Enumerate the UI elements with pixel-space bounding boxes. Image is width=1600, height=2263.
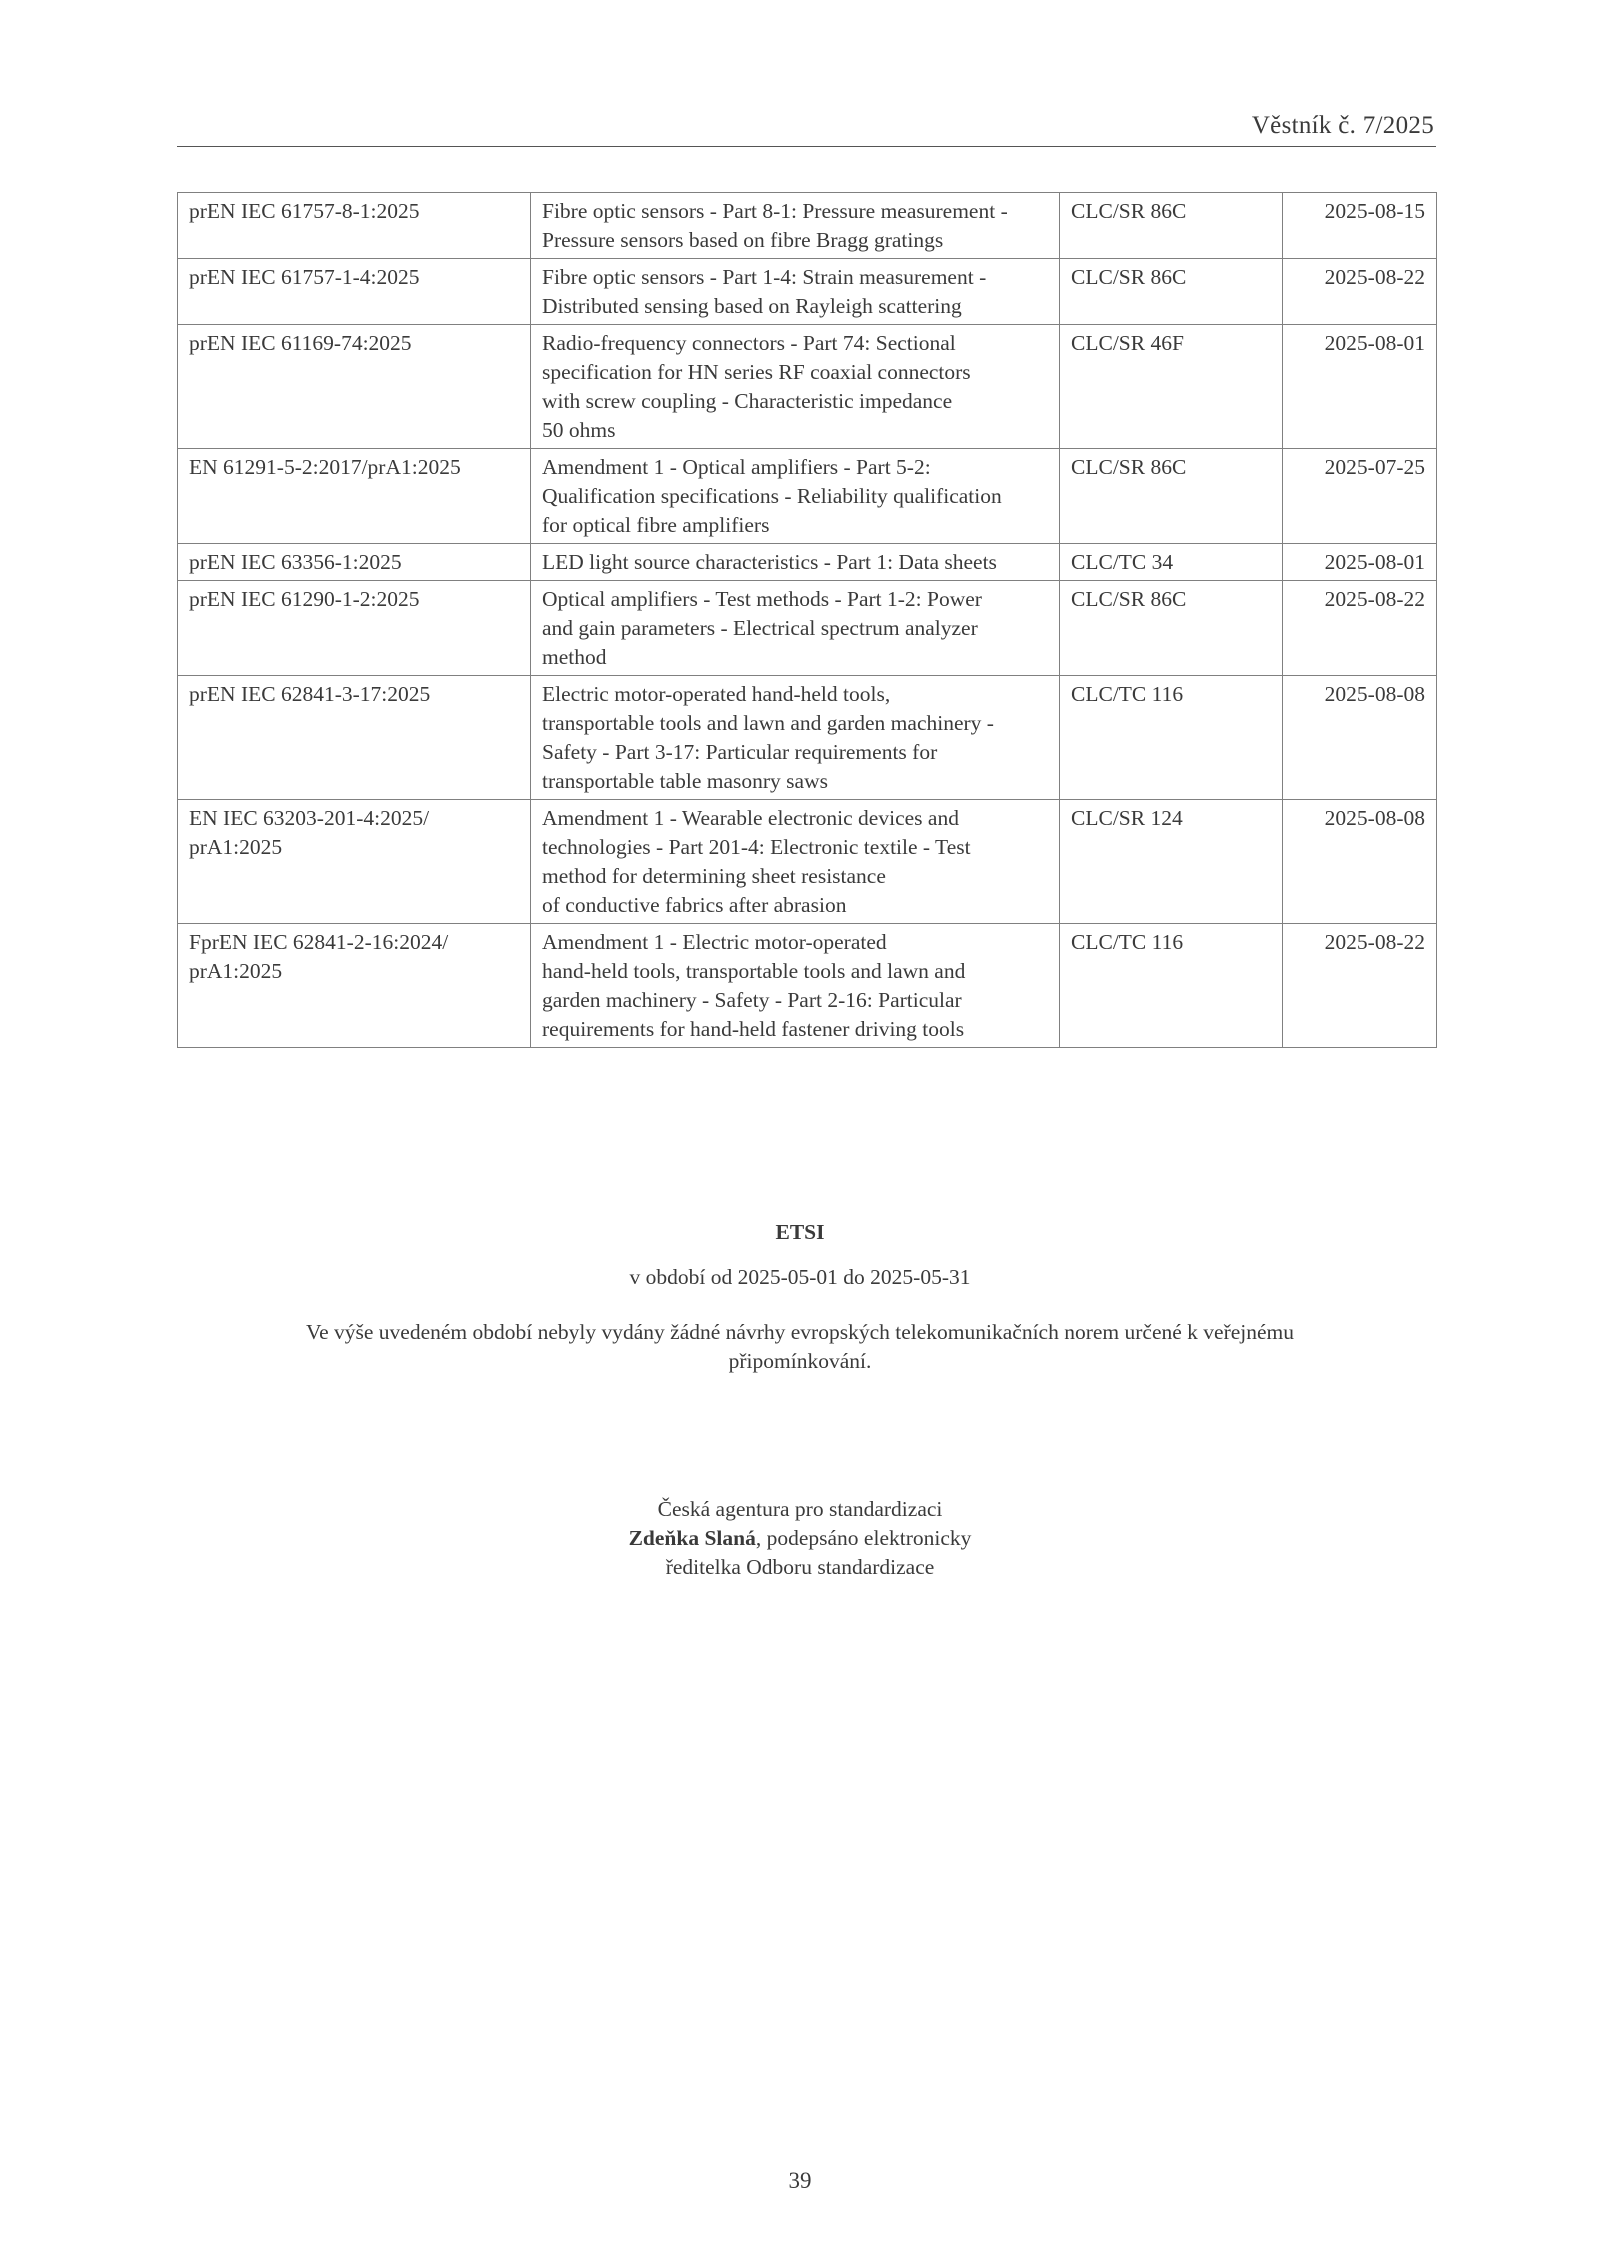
standard-title-cell: Amendment 1 - Optical amplifiers - Part 5-2: Qualification specifications - Reliability qualification for optical fibre amplifiers <box>531 449 1060 544</box>
committee-cell: CLC/TC 116 <box>1060 924 1283 1048</box>
standard-title-cell: Amendment 1 - Electric motor-operated hand-held tools, transportable tools and lawn and garden machinery - Safety - Part 2-16: Particular requirements for hand-held fastener driving tools <box>531 924 1060 1048</box>
standard-id-cell: prEN IEC 61169-74:2025 <box>178 325 531 449</box>
committee-cell: CLC/SR 86C <box>1060 193 1283 259</box>
standard-id-cell: prEN IEC 61290-1-2:2025 <box>178 581 531 676</box>
deadline-date-cell: 2025-08-01 <box>1283 325 1437 449</box>
standard-title-cell: Radio-frequency connectors - Part 74: Sectional specification for HN series RF coaxial connectors with screw coupling - Characteristic impedance 50 ohms <box>531 325 1060 449</box>
standard-id-cell: prEN IEC 61757-8-1:2025 <box>178 193 531 259</box>
standard-title-cell: LED light source characteristics - Part 1: Data sheets <box>531 544 1060 581</box>
committee-cell: CLC/SR 46F <box>1060 325 1283 449</box>
standard-id-cell: prEN IEC 62841-3-17:2025 <box>178 676 531 800</box>
standard-id-cell: prEN IEC 61757-1-4:2025 <box>178 259 531 325</box>
deadline-date-cell: 2025-08-08 <box>1283 800 1437 924</box>
table-row <box>178 449 1437 544</box>
standard-id-cell: prEN IEC 63356-1:2025 <box>178 544 531 581</box>
signatory-line <box>0 1524 1600 1553</box>
committee-cell: CLC/TC 116 <box>1060 676 1283 800</box>
agency-name: Česká agentura pro standardizaci <box>657 1497 943 1521</box>
standard-title-cell: Fibre optic sensors - Part 1-4: Strain measurement - Distributed sensing based on Rayleigh scattering <box>531 259 1060 325</box>
standard-id-cell: FprEN IEC 62841-2-16:2024/ prA1:2025 <box>178 924 531 1048</box>
deadline-date-cell: 2025-08-22 <box>1283 259 1437 325</box>
committee-cell: CLC/TC 34 <box>1060 544 1283 581</box>
page-number: 39 <box>788 2168 812 2193</box>
table-row <box>178 325 1437 449</box>
committee-cell: CLC/SR 86C <box>1060 581 1283 676</box>
etsi-heading: ETSI <box>775 1220 825 1244</box>
standards-table <box>177 192 1437 1048</box>
table-row <box>178 193 1437 259</box>
table-row <box>178 924 1437 1048</box>
committee-cell: CLC/SR 86C <box>1060 449 1283 544</box>
deadline-date-cell: 2025-08-22 <box>1283 581 1437 676</box>
standards-table-body <box>178 193 1437 1048</box>
table-row <box>178 259 1437 325</box>
deadline-date-cell: 2025-08-15 <box>1283 193 1437 259</box>
deadline-date-cell: 2025-08-22 <box>1283 924 1437 1048</box>
etsi-note <box>0 1318 1600 1376</box>
page-header <box>177 112 1436 147</box>
committee-cell: CLC/SR 124 <box>1060 800 1283 924</box>
bulletin-title: Věstník č. 7/2025 <box>1251 112 1434 139</box>
standard-id-cell: EN IEC 63203-201-4:2025/ prA1:2025 <box>178 800 531 924</box>
signatory-name: Zdeňka Slaná <box>628 1526 756 1550</box>
table-row <box>178 544 1437 581</box>
etsi-period: v období od 2025-05-01 do 2025-05-31 <box>629 1265 971 1289</box>
standard-title-cell: Fibre optic sensors - Part 8-1: Pressure measurement - Pressure sensors based on fibre Bragg gratings <box>531 193 1060 259</box>
signature-block <box>0 1495 1600 1582</box>
committee-cell: CLC/SR 86C <box>1060 259 1283 325</box>
table-row <box>178 581 1437 676</box>
table-row <box>178 676 1437 800</box>
deadline-date-cell: 2025-08-01 <box>1283 544 1437 581</box>
deadline-date-cell: 2025-07-25 <box>1283 449 1437 544</box>
standard-title-cell: Optical amplifiers - Test methods - Part 1-2: Power and gain parameters - Electrical spectrum analyzer method <box>531 581 1060 676</box>
signatory-role: ředitelka Odboru standardizace <box>665 1555 935 1579</box>
standard-title-cell: Amendment 1 - Wearable electronic devices and technologies - Part 201-4: Electronic textile - Test method for determining sheet resistance of conductive fabrics after abrasion <box>531 800 1060 924</box>
deadline-date-cell: 2025-08-08 <box>1283 676 1437 800</box>
standard-title-cell: Electric motor-operated hand-held tools, transportable tools and lawn and garden machinery - Safety - Part 3-17: Particular requirements for transportable table masonry saws <box>531 676 1060 800</box>
etsi-note-line: připomínkování. <box>728 1349 872 1373</box>
standard-id-cell: EN 61291-5-2:2017/prA1:2025 <box>178 449 531 544</box>
table-row <box>178 800 1437 924</box>
signature-status: , podepsáno elektronicky <box>755 1526 972 1550</box>
etsi-note-line: Ve výše uvedeném období nebyly vydány žádné návrhy evropských telekomunikačních norem určené k veřejnému <box>305 1320 1295 1344</box>
